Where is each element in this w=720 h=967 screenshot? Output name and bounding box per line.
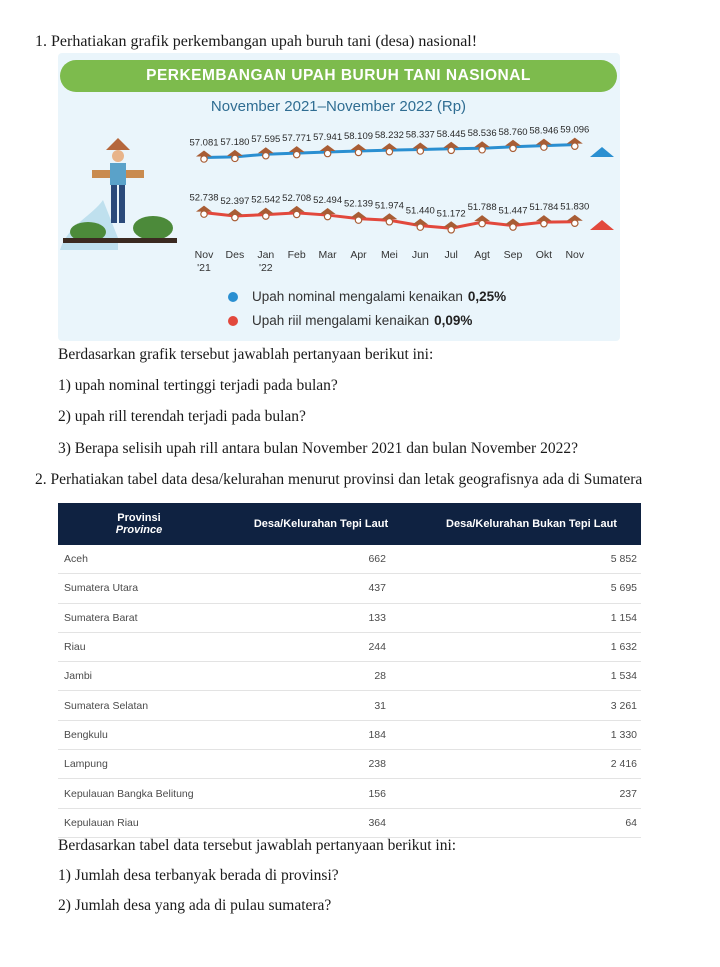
data-point xyxy=(448,227,454,233)
non-coastal-count-cell: 5 695 xyxy=(422,574,641,603)
data-point xyxy=(386,219,392,225)
province-name-cell: Riau xyxy=(58,632,220,661)
coastal-count-cell: 28 xyxy=(220,662,422,691)
farmer-shirt-shape xyxy=(110,163,126,185)
data-point xyxy=(479,220,485,226)
data-label: 52.738 xyxy=(189,192,219,204)
legend-real-dot xyxy=(228,316,238,326)
question-1-item-2: 2) upah rill terendah terjadi pada bulan? xyxy=(58,408,306,425)
data-point xyxy=(386,148,392,154)
legend-nominal-text: Upah nominal mengalami kenaikan xyxy=(252,289,463,304)
data-label: 52.397 xyxy=(220,196,250,208)
data-point xyxy=(572,220,578,226)
question-2-item-2: 2) Jumlah desa yang ada di pulau sumatera? xyxy=(58,897,332,914)
x-tick-label: Apr xyxy=(350,249,367,261)
data-label: 57.180 xyxy=(220,136,250,148)
non-coastal-count-cell: 1 534 xyxy=(422,662,641,691)
header-non-coastal: Desa/Kelurahan Bukan Tepi Laut xyxy=(422,503,641,545)
wage-line-chart xyxy=(58,120,620,280)
farmer-leg-left-shape xyxy=(111,185,117,223)
province-name-cell: Kepulauan Riau xyxy=(58,808,220,837)
table-row xyxy=(58,720,641,749)
question-1-instruction: Berdasarkan grafik tersebut jawablah pertanyaan berikut ini: xyxy=(58,346,434,363)
table-header-row xyxy=(58,503,641,545)
data-point xyxy=(232,155,238,161)
x-tick-label: Nov xyxy=(565,249,585,261)
x-tick-label: Mar xyxy=(318,249,337,261)
table-row xyxy=(58,603,641,632)
basket-right-shape xyxy=(126,170,144,178)
data-point xyxy=(263,153,269,159)
coastal-count-cell: 31 xyxy=(220,691,422,720)
data-label: 57.771 xyxy=(282,133,312,145)
coastal-count-cell: 184 xyxy=(220,720,422,749)
data-point xyxy=(479,147,485,153)
data-label: 58.337 xyxy=(405,129,435,141)
coastal-count-cell: 238 xyxy=(220,750,422,779)
data-label: 58.232 xyxy=(374,130,404,142)
province-name-cell: Sumatera Barat xyxy=(58,603,220,632)
ground-bar-shape xyxy=(63,238,177,243)
data-point xyxy=(572,143,578,149)
data-point xyxy=(510,145,516,151)
province-name-cell: Aceh xyxy=(58,545,220,574)
province-name-cell: Jambi xyxy=(58,662,220,691)
basket-left-shape xyxy=(92,170,110,178)
coastal-count-cell: 437 xyxy=(220,574,422,603)
question-2-heading: 2. Perhatiakan tabel data desa/kelurahan menurut provinsi dan letak geografisnya ada di Sumatera xyxy=(35,471,643,488)
data-point xyxy=(355,149,361,155)
data-point xyxy=(510,224,516,230)
village-table xyxy=(58,503,641,838)
data-label: 58.536 xyxy=(467,128,497,140)
x-tick-label: Okt xyxy=(535,249,553,261)
legend-nominal xyxy=(228,289,506,304)
coastal-count-cell: 662 xyxy=(220,545,422,574)
data-point xyxy=(417,224,423,230)
non-coastal-count-cell: 1 154 xyxy=(422,603,641,632)
data-label: 51.784 xyxy=(529,202,559,214)
farmer-hat-shape xyxy=(106,138,130,150)
non-coastal-count-cell: 1 632 xyxy=(422,632,641,661)
legend-nominal-dot xyxy=(228,292,238,302)
data-label: 58.760 xyxy=(498,126,528,138)
province-name-cell: Kepulauan Bangka Belitung xyxy=(58,779,220,808)
non-coastal-count-cell: 1 330 xyxy=(422,720,641,749)
bush-right-shape xyxy=(133,216,173,240)
table-row xyxy=(58,779,641,808)
real-trend-arrow-icon xyxy=(590,220,614,230)
nominal-trend-arrow-icon xyxy=(590,147,614,157)
data-label: 51.440 xyxy=(405,205,435,217)
header-province xyxy=(58,503,220,545)
data-label: 57.941 xyxy=(313,132,343,144)
data-point xyxy=(448,147,454,153)
header-coastal: Desa/Kelurahan Tepi Laut xyxy=(220,503,422,545)
data-label: 51.830 xyxy=(560,201,590,213)
header-province-label: Province xyxy=(115,524,163,536)
legend-real-value: 0,09% xyxy=(434,313,473,328)
coastal-count-cell: 156 xyxy=(220,779,422,808)
data-label: 51.974 xyxy=(374,200,404,212)
non-coastal-count-cell: 237 xyxy=(422,779,641,808)
x-tick-label: Jan xyxy=(257,249,275,261)
data-point xyxy=(294,151,300,157)
x-tick-label: Sep xyxy=(503,249,523,261)
data-label: 57.081 xyxy=(189,137,219,149)
data-label: 52.542 xyxy=(251,194,281,206)
data-label: 57.595 xyxy=(251,134,281,146)
data-label: 59.096 xyxy=(560,124,590,136)
data-label: 58.109 xyxy=(343,130,374,142)
x-tick-year-label: '21 xyxy=(197,262,211,274)
data-label: 51.172 xyxy=(436,208,466,220)
table-row xyxy=(58,574,641,603)
question-1-item-3: 3) Berapa selisih upah rill antara bulan November 2021 dan bulan November 2022? xyxy=(58,440,578,457)
x-tick-year-label: '22 xyxy=(258,262,273,274)
non-coastal-count-cell: 3 261 xyxy=(422,691,641,720)
coastal-count-cell: 244 xyxy=(220,632,422,661)
data-point xyxy=(541,220,547,226)
data-point xyxy=(201,156,207,162)
province-name-cell: Bengkulu xyxy=(58,720,220,749)
legend-nominal-value: 0,25% xyxy=(467,289,507,304)
non-coastal-count-cell: 64 xyxy=(422,808,641,837)
question-1-heading: 1. Perhatiakan grafik perkembangan upah buruh tani (desa) nasional! xyxy=(35,33,478,50)
province-name-cell: Sumatera Utara xyxy=(58,574,220,603)
data-point xyxy=(417,148,423,154)
data-label: 52.708 xyxy=(282,192,312,204)
table-row xyxy=(58,808,641,837)
data-point xyxy=(324,213,330,219)
data-point xyxy=(294,211,300,217)
data-point xyxy=(541,144,547,150)
legend-real-text: Upah riil mengalami kenaikan xyxy=(252,313,430,328)
table-row xyxy=(58,691,641,720)
coastal-count-cell: 133 xyxy=(220,603,422,632)
table-row xyxy=(58,632,641,661)
non-coastal-count-cell: 5 852 xyxy=(422,545,641,574)
province-name-cell: Sumatera Selatan xyxy=(58,691,220,720)
question-1-item-1: 1) upah nominal tertinggi terjadi pada bulan? xyxy=(58,377,338,394)
data-point xyxy=(201,211,207,217)
data-point xyxy=(263,213,269,219)
province-name-cell: Lampung xyxy=(58,750,220,779)
x-tick-label: Feb xyxy=(287,249,306,261)
village-table-wrapper xyxy=(58,503,641,838)
x-tick-label: Jun xyxy=(411,249,429,261)
infographic-banner: PERKEMBANGAN UPAH BURUH TANI NASIONAL xyxy=(60,60,617,92)
data-point xyxy=(324,150,330,156)
non-coastal-count-cell: 2 416 xyxy=(422,750,641,779)
header-provinsi-label: Provinsi xyxy=(117,512,161,524)
data-point xyxy=(232,214,238,220)
infographic-subtitle: November 2021–November 2022 (Rp) xyxy=(210,98,467,115)
question-2-instruction: Berdasarkan tabel data tersebut jawablah pertanyaan berikut ini: xyxy=(58,837,457,854)
table-row xyxy=(58,545,641,574)
data-label: 58.445 xyxy=(436,128,466,140)
x-tick-label: Jul xyxy=(444,249,458,261)
data-label: 58.946 xyxy=(529,125,559,137)
data-label: 51.447 xyxy=(498,205,528,217)
farmer-leg-right-shape xyxy=(119,185,125,223)
data-label: 52.494 xyxy=(313,195,343,207)
data-point xyxy=(355,217,361,223)
x-tick-label: Des xyxy=(225,249,245,261)
x-tick-label: Nov xyxy=(194,249,214,261)
question-2-item-1: 1) Jumlah desa terbanyak berada di provinsi? xyxy=(58,867,339,884)
x-tick-label: Mei xyxy=(380,249,398,261)
data-label: 52.139 xyxy=(343,198,374,210)
legend-real xyxy=(228,313,472,328)
table-row xyxy=(58,662,641,691)
data-label: 51.788 xyxy=(467,202,497,214)
farmer-head-shape xyxy=(112,150,124,162)
table-row xyxy=(58,750,641,779)
coastal-count-cell: 364 xyxy=(220,808,422,837)
farmer-illustration xyxy=(60,138,177,250)
x-tick-label: Agt xyxy=(474,249,490,261)
